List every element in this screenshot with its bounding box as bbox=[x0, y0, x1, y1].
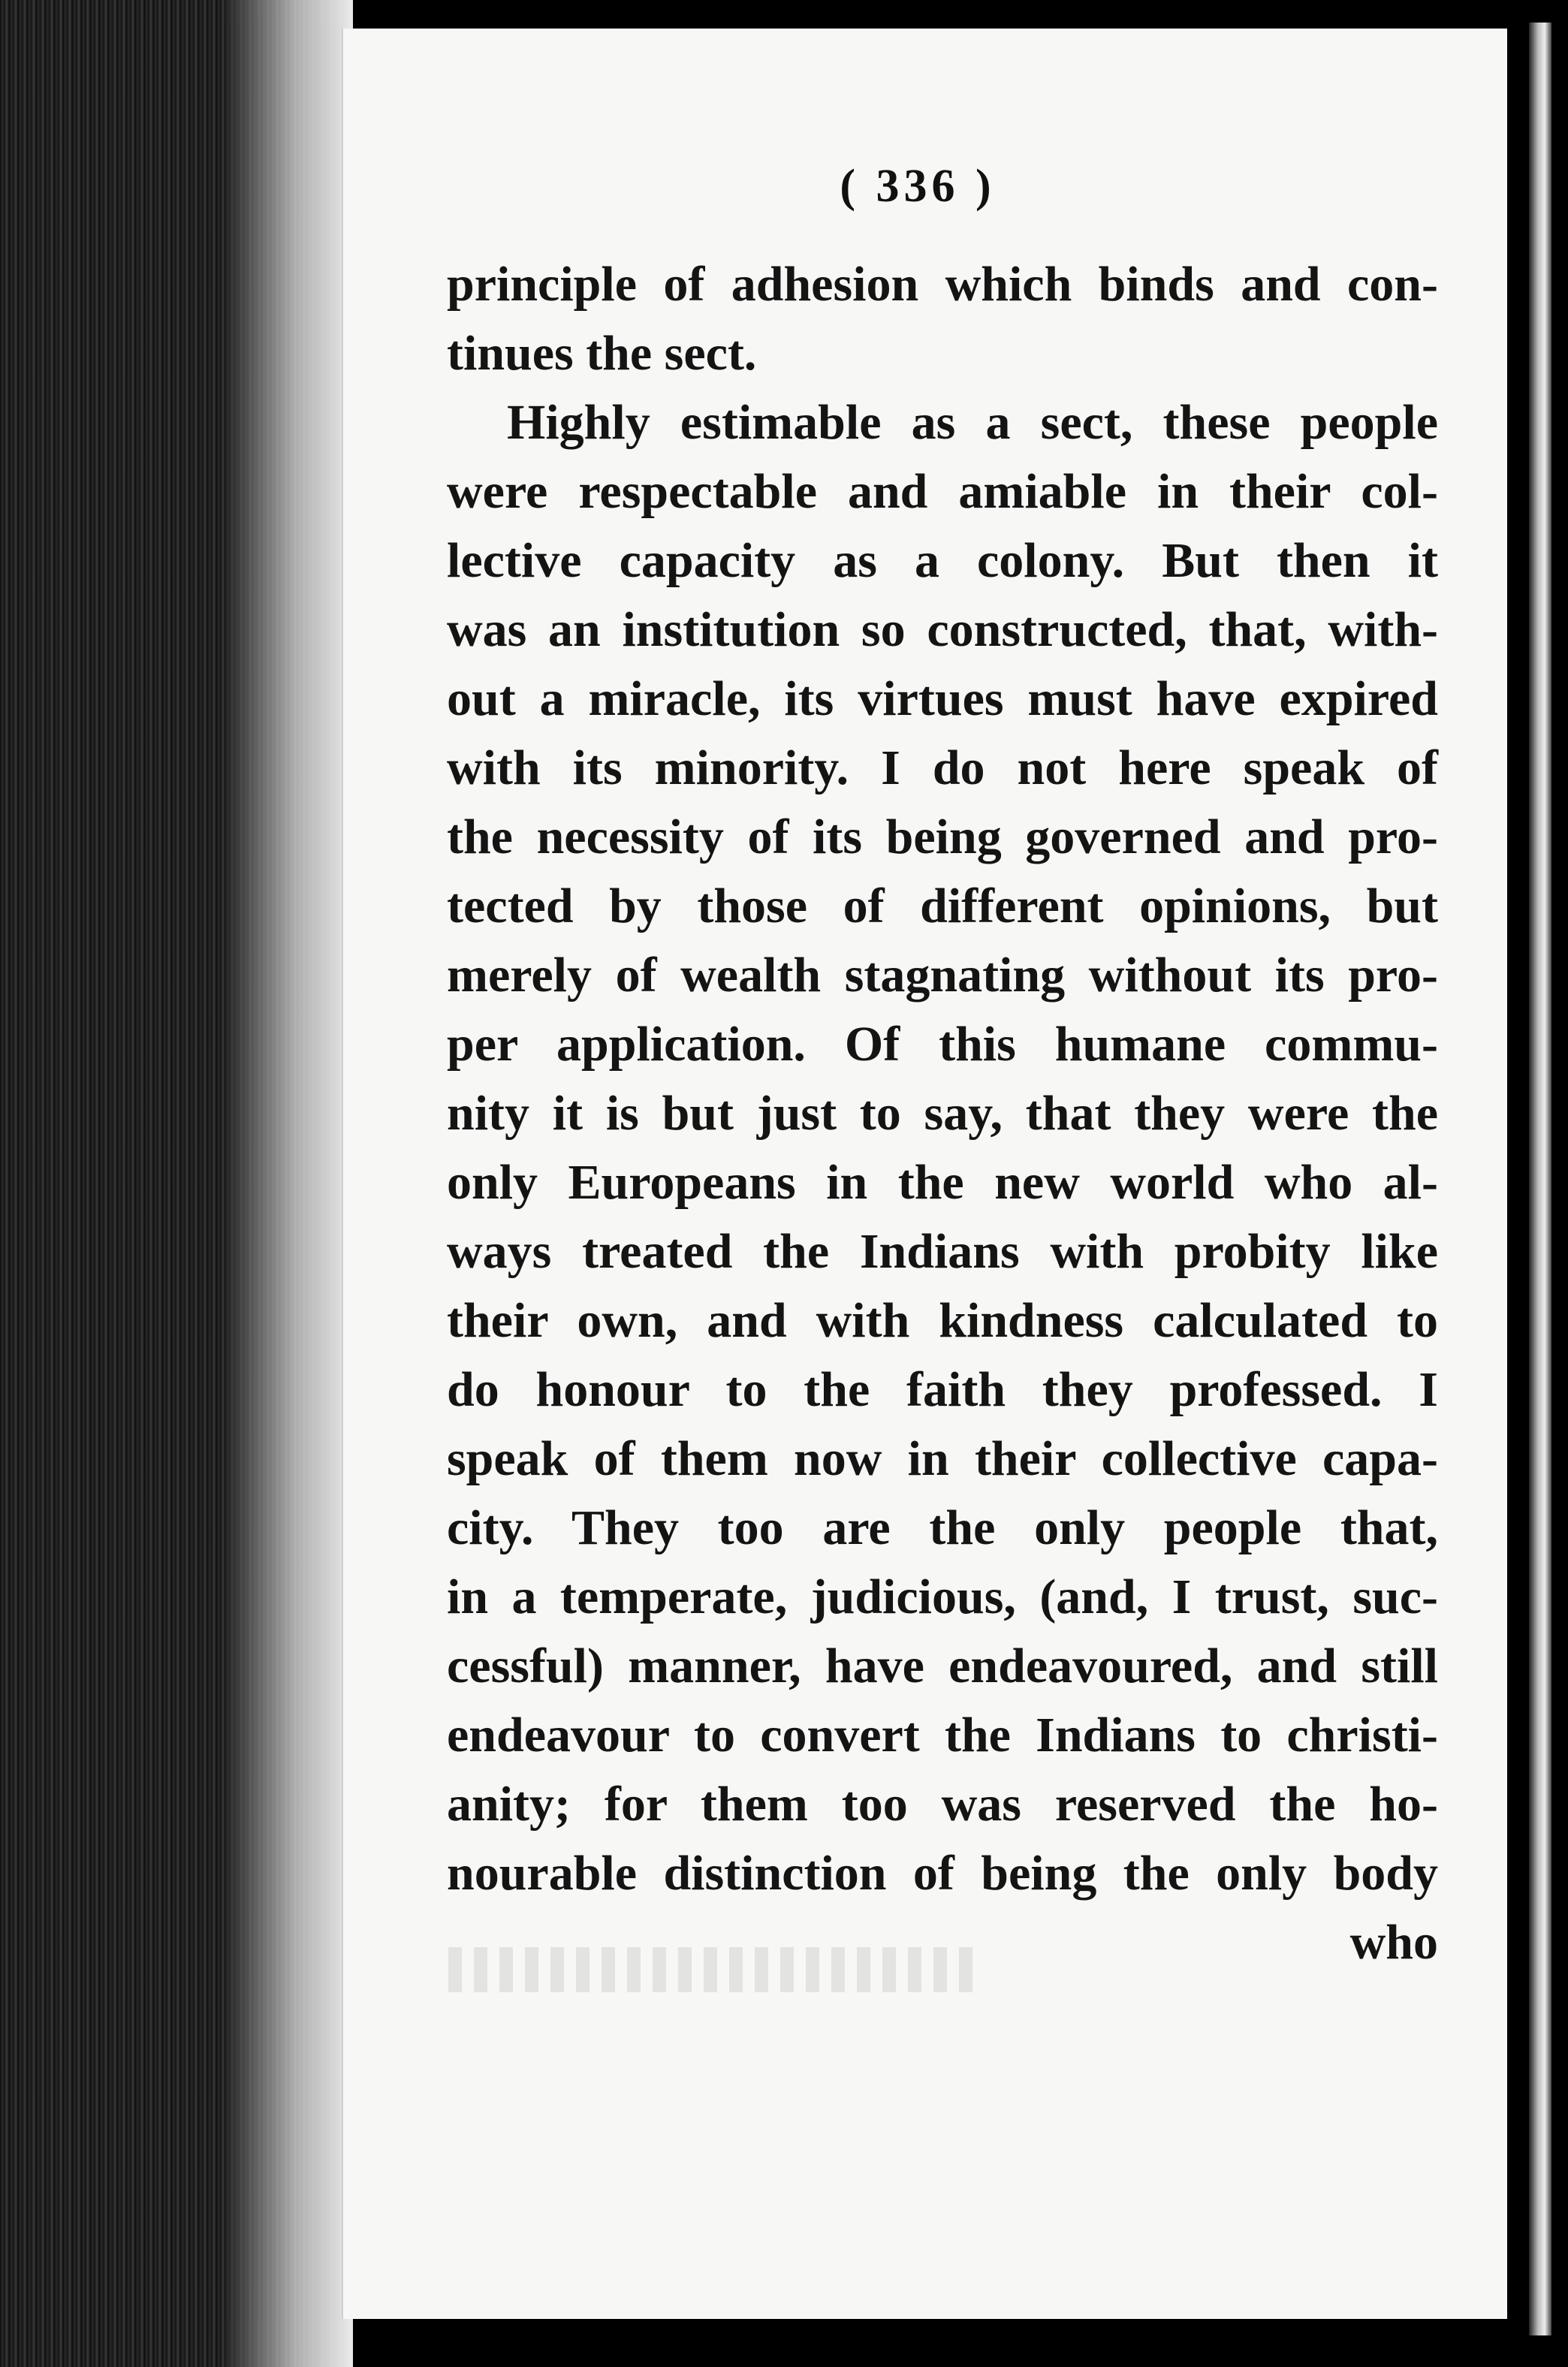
book-page-edges bbox=[0, 0, 353, 2367]
text-line: in a temperate, judicious, (and, I trust, suc- bbox=[447, 1569, 1438, 1624]
text-line: the necessity of its being governed and pro- bbox=[447, 810, 1438, 864]
text-line: ways treated the Indians with probity like bbox=[447, 1224, 1438, 1279]
text-line: out a miracle, its virtues must have expired bbox=[447, 671, 1438, 726]
body-text bbox=[447, 250, 1438, 1977]
catchword: who bbox=[1349, 1915, 1438, 1970]
text-line: city. They too are the only people that, bbox=[447, 1500, 1438, 1555]
text-line: tected by those of different opinions, but bbox=[447, 879, 1438, 933]
text-line: Highly estimable as a sect, these people bbox=[507, 395, 1438, 450]
text-line: endeavour to convert the Indians to christi- bbox=[447, 1708, 1438, 1762]
right-dark-margin bbox=[1500, 0, 1568, 2367]
text-line: anity; for them too was reserved the ho- bbox=[447, 1777, 1438, 1832]
text-line: nity it is but just to say, that they were the bbox=[447, 1086, 1438, 1141]
text-line: speak of them now in their collective capa- bbox=[447, 1431, 1438, 1486]
text-line: lective capacity as a colony. But then it bbox=[447, 533, 1438, 588]
text-line: with its minority. I do not here speak of bbox=[447, 740, 1438, 795]
text-line: their own, and with kindness calculated to bbox=[447, 1293, 1438, 1348]
text-line: nourable distinction of being the only body bbox=[447, 1846, 1438, 1901]
text-line: do honour to the faith they professed. I bbox=[447, 1362, 1438, 1417]
text-line: was an institution so constructed, that, with- bbox=[447, 602, 1438, 657]
bleed-through-text bbox=[448, 1947, 974, 1992]
text-line: tinues the sect. bbox=[447, 326, 757, 381]
text-line: per application. Of this humane commu- bbox=[447, 1017, 1438, 1072]
text-line: principle of adhesion which binds and con- bbox=[447, 257, 1438, 312]
text-line: only Europeans in the new world who al- bbox=[447, 1155, 1438, 1210]
text-line: merely of wealth stagnating without its pro- bbox=[447, 948, 1438, 1003]
text-line: cessful) manner, have endeavoured, and still bbox=[447, 1639, 1438, 1693]
facing-page-sliver bbox=[1529, 23, 1551, 2335]
page-number: ( 336 ) bbox=[840, 161, 996, 212]
printed-page bbox=[342, 29, 1507, 2319]
text-line: were respectable and amiable in their col- bbox=[447, 464, 1438, 519]
page-edge-lines bbox=[225, 23, 353, 2320]
